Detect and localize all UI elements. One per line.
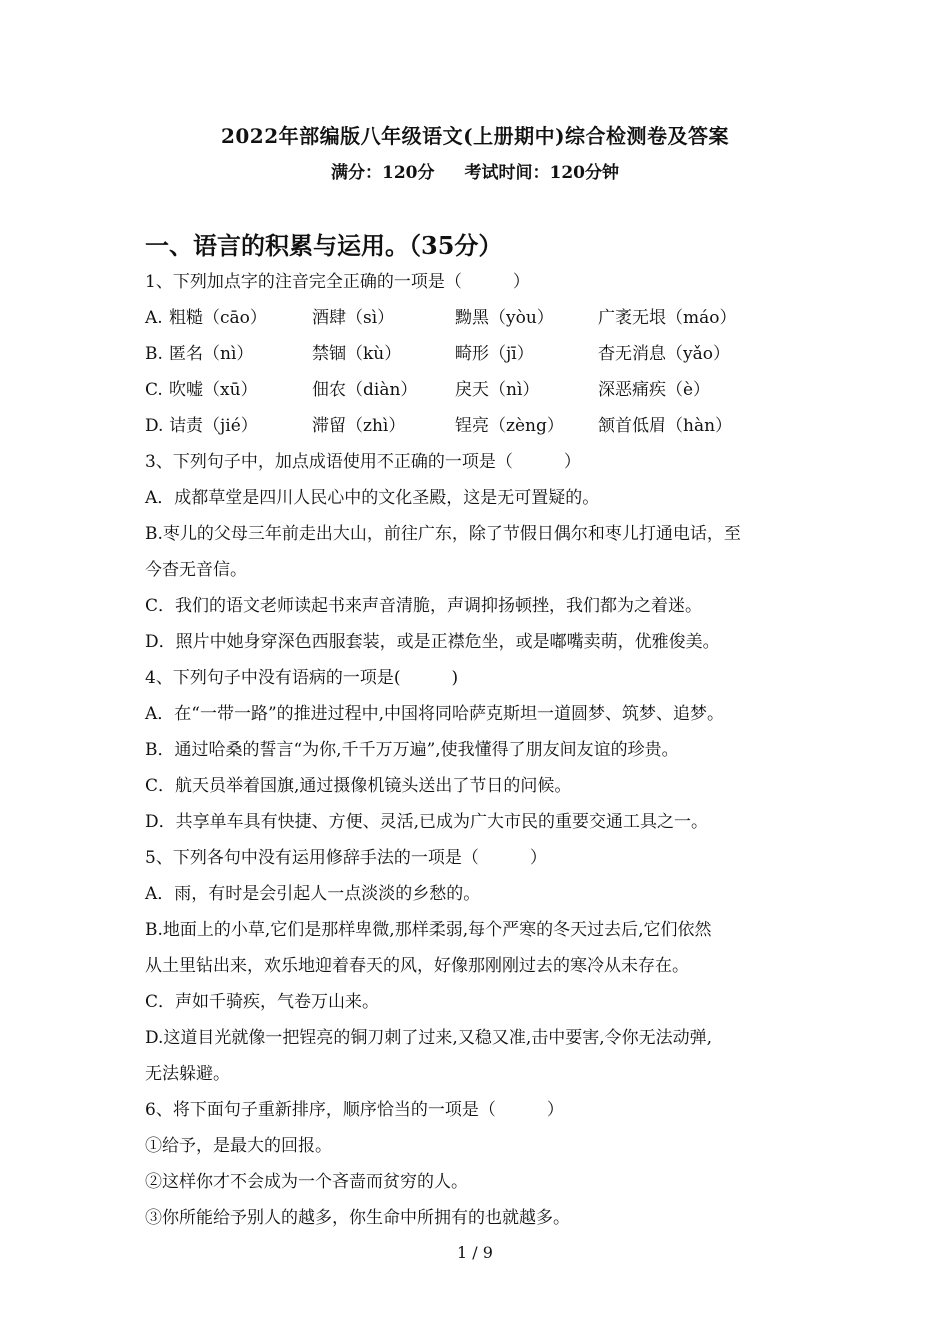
page-number: 1 / 9: [457, 1243, 493, 1262]
question-5-stem: 5、下列各句中没有运用修辞手法的一项是（ ）: [145, 848, 547, 868]
question-list: [145, 264, 815, 1236]
q5-option-b-cont: 从土里钻出来，欢乐地迎着春天的风，好像那刚刚过去的寒冷从未存在。: [145, 956, 689, 976]
exam-info: [0, 158, 950, 183]
q6-sentence-1: ①给予，是最大的回报。: [145, 1136, 332, 1156]
q6-sentence-2: ②这样你才不会成为一个吝啬而贫穷的人。: [145, 1172, 468, 1192]
option-item: 粗糙（cāo）: [169, 308, 267, 328]
full-score: 满分：120分: [331, 163, 435, 183]
q6-sentence-3: ③你所能给予别人的越多，你生命中所拥有的也就越多。: [145, 1208, 570, 1228]
option-item: 戾天（nì）: [455, 380, 540, 400]
q3-option-b: B.枣儿的父母三年前走出大山，前往广东，除了节假日偶尔和枣儿打通电话，至: [145, 524, 741, 544]
q1-option-row: [145, 300, 815, 336]
option-item: 酒肆（sì）: [312, 308, 395, 328]
question-1-stem: 1、下列加点字的注音完全正确的一项是（ ）: [145, 272, 530, 292]
option-item: 畸形（jī）: [455, 344, 534, 364]
option-item: 禁锢（kù）: [312, 344, 402, 364]
option-item: 吹嘘（xū）: [169, 380, 258, 400]
option-label: C.: [145, 380, 163, 400]
q1-option-row: [145, 336, 815, 372]
q3-option-b-cont: 今杳无音信。: [145, 560, 247, 580]
option-item: 匿名（nì）: [169, 344, 254, 364]
q1-option-row: [145, 372, 815, 408]
question-4-stem: 4、下列句子中没有语病的一项是( ): [145, 668, 459, 688]
q3-option-c: C．我们的语文老师读起书来声音清脆，声调抑扬顿挫，我们都为之着迷。: [145, 596, 703, 616]
q5-option-b: B.地面上的小草,它们是那样卑微,那样柔弱,每个严寒的冬天过去后,它们依然: [145, 920, 712, 940]
option-item: 诘责（jié）: [169, 416, 258, 436]
question-6-stem: 6、将下面句子重新排序，顺序恰当的一项是（ ）: [145, 1100, 564, 1120]
q4-option-d: D．共享单车具有快捷、方便、灵活,已成为广大市民的重要交通工具之一。: [145, 812, 709, 832]
option-item: 滞留（zhì）: [312, 416, 406, 436]
q3-option-d: D．照片中她身穿深色西服套装，或是正襟危坐，或是嘟嘴卖萌，优雅俊美。: [145, 632, 720, 652]
q4-option-a: A．在“一带一路”的推进过程中,中国将同哈萨克斯坦一道圆梦、筑梦、追梦。: [145, 704, 725, 724]
q4-option-c: C．航天员举着国旗,通过摄像机镜头送出了节日的问候。: [145, 776, 572, 796]
option-item: 杳无消息（yǎo）: [598, 344, 730, 364]
q1-option-row: [145, 408, 815, 444]
option-item: 佃农（diàn）: [312, 380, 418, 400]
option-item: 颔首低眉（hàn）: [598, 416, 733, 436]
question-3-stem: 3、下列句子中，加点成语使用不正确的一项是（ ）: [145, 452, 581, 472]
q3-option-a: A．成都草堂是四川人民心中的文化圣殿，这是无可置疑的。: [145, 488, 600, 508]
option-item: 锃亮（zèng）: [455, 416, 564, 436]
option-item: 深恶痛疾（è）: [598, 380, 711, 400]
q5-option-d: D.这道目光就像一把锃亮的铜刀刺了过来,又稳又准,击中要害,令你无法动弹,: [145, 1028, 713, 1048]
exam-time: 考试时间：120分钟: [464, 163, 619, 183]
option-item: 广袤无垠（máo）: [598, 308, 737, 328]
q5-option-a: A．雨，有时是会引起人一点淡淡的乡愁的。: [145, 884, 481, 904]
option-label: D.: [145, 416, 164, 436]
option-label: A.: [145, 308, 163, 328]
page-title: 2022年部编版八年级语文(上册期中)综合检测卷及答案: [220, 124, 730, 148]
section-heading: 一、语言的积累与运用。（35分）: [145, 231, 503, 260]
option-label: B.: [145, 344, 163, 364]
option-item: 黝黑（yòu）: [455, 308, 554, 328]
q5-option-d-cont: 无法躲避。: [145, 1064, 230, 1084]
q4-option-b: B．通过哈桑的誓言“为你,千千万万遍”,使我懂得了朋友间友谊的珍贵。: [145, 740, 679, 760]
q5-option-c: C．声如千骑疾，气卷万山来。: [145, 992, 380, 1012]
